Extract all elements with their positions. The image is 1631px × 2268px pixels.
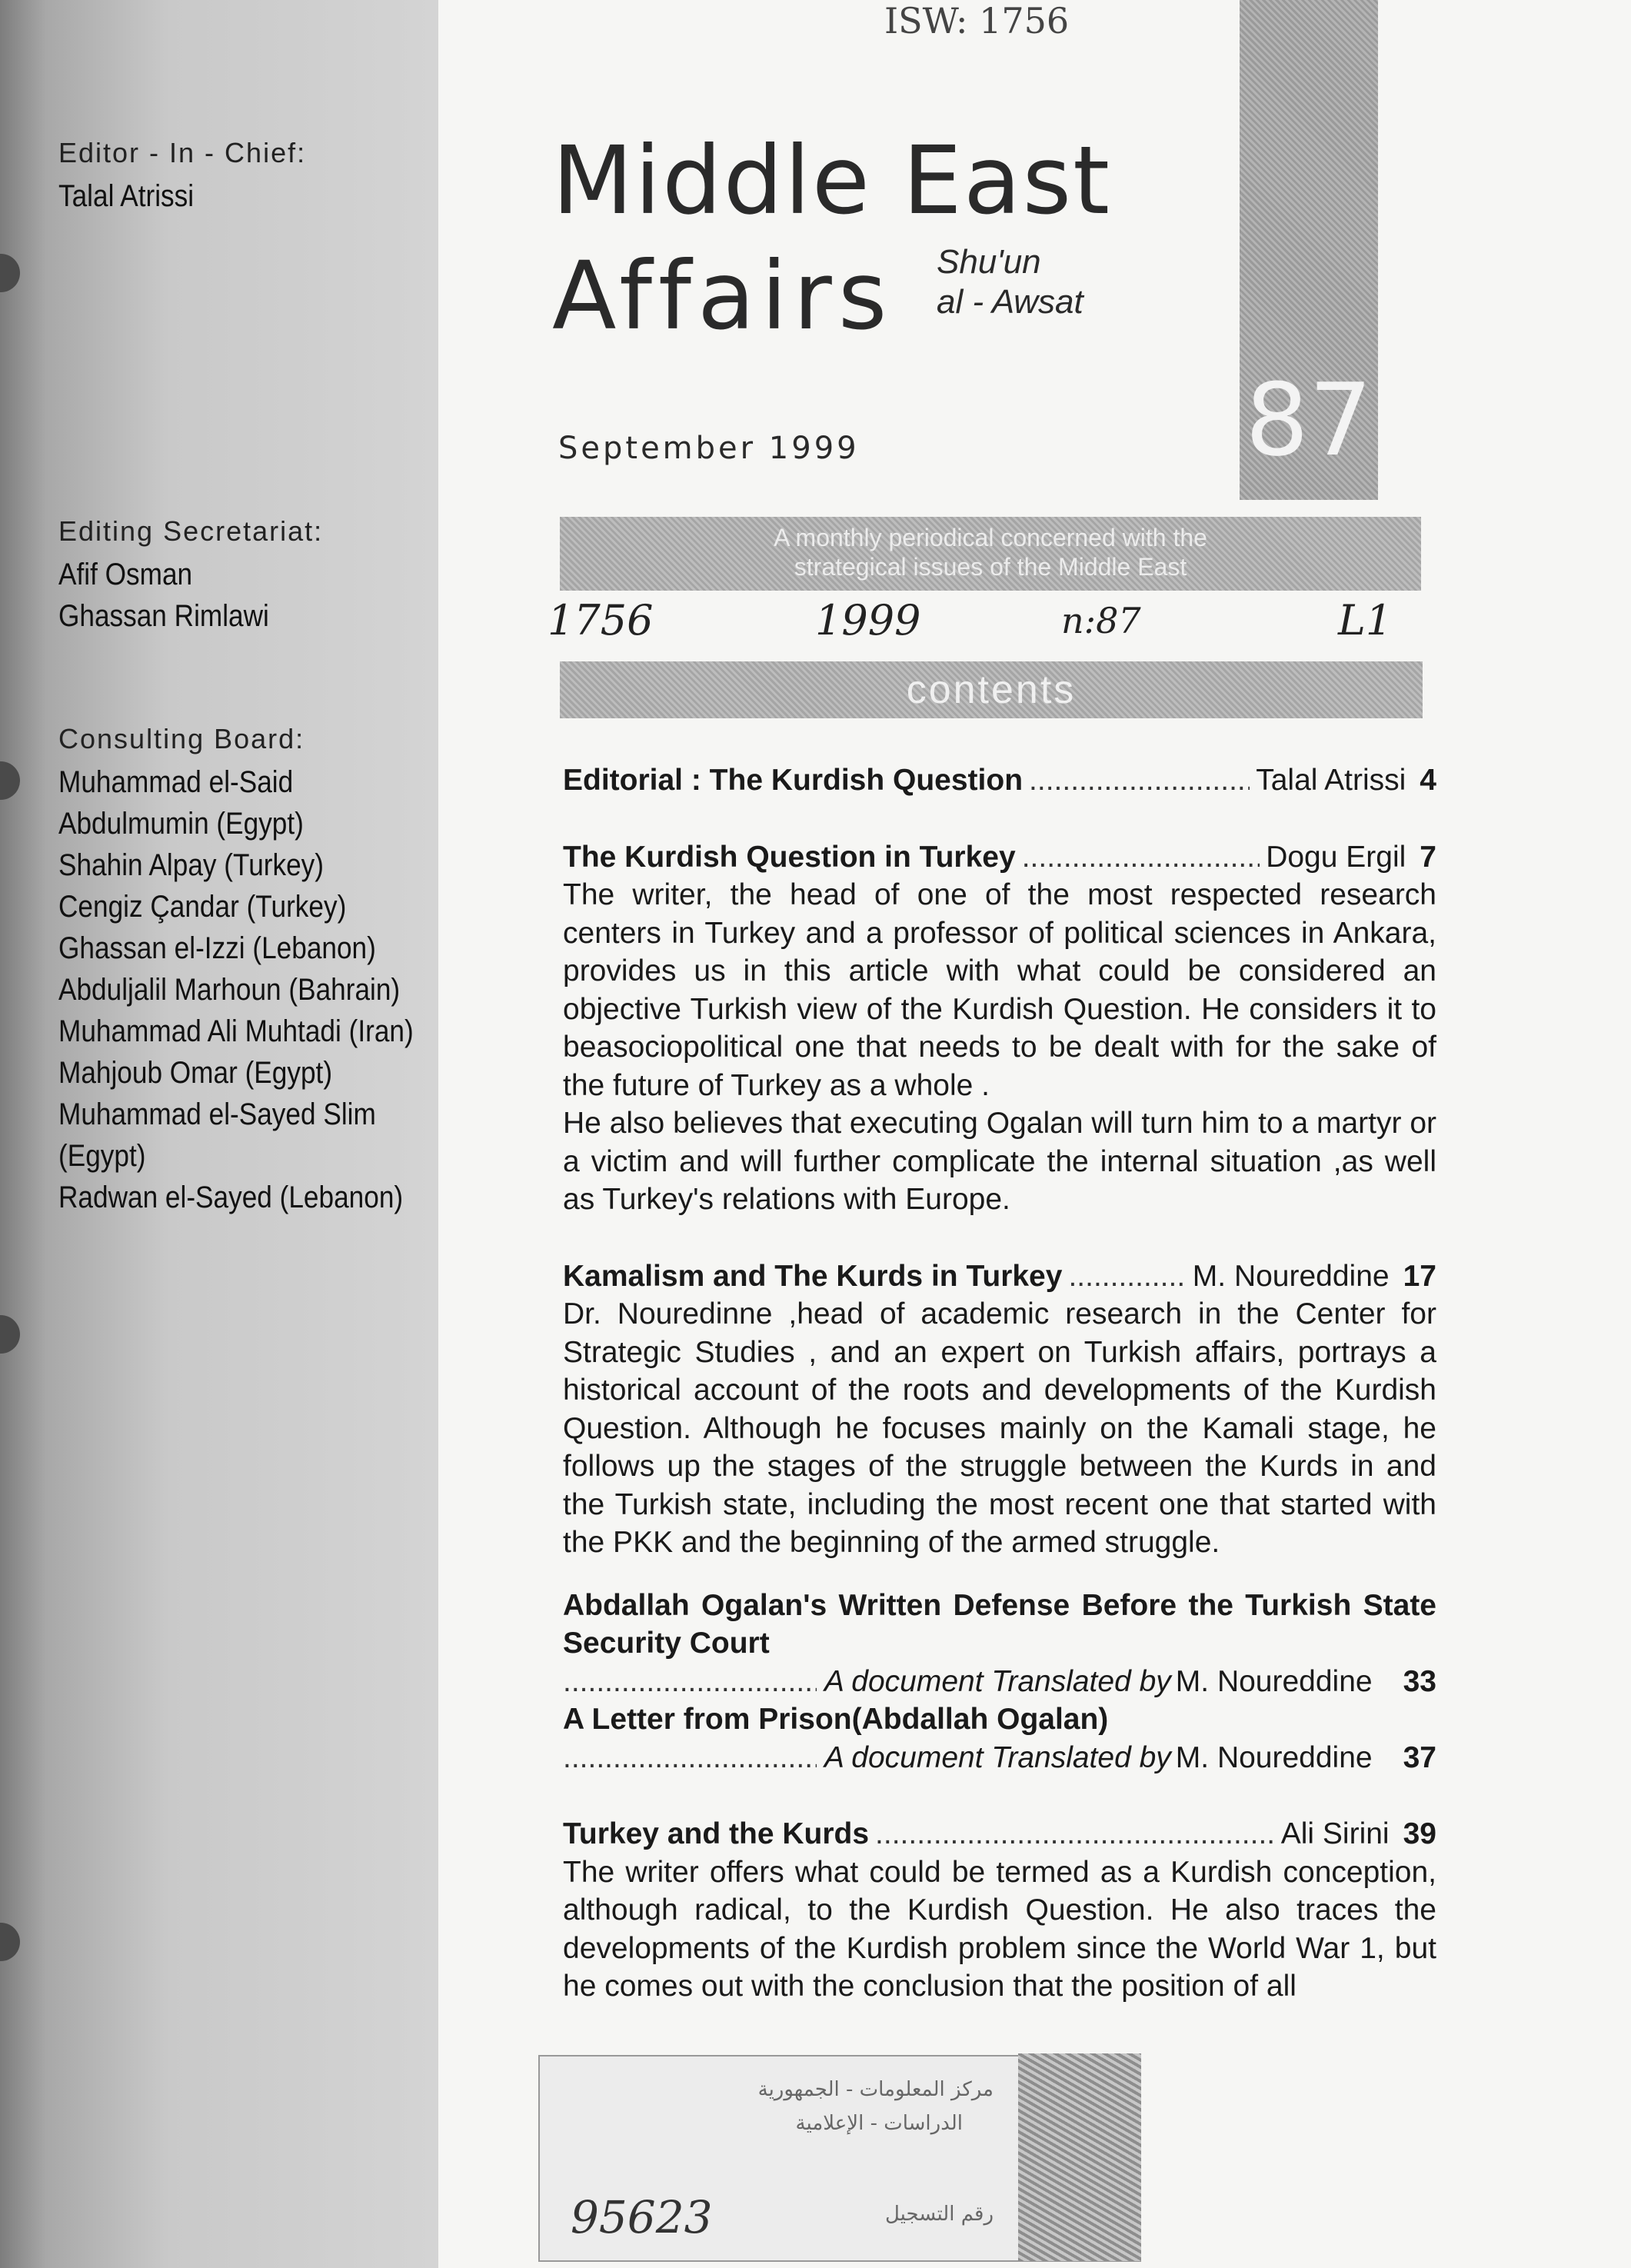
leader-dots: [1068, 1257, 1186, 1296]
board-member: Shahin Alpay (Turkey): [58, 848, 324, 882]
toc-description: The writer, the head of one of the most respected research centers in Turkey and a professor of political sciences in Ankara, provides us in this article with what could be considered an objective Turkish view of the Kurdish Question. He considers it to beasociopolitical one that needs to be dealt with for the sake of the future of Turkey as a whole .: [563, 878, 1436, 1102]
toc-page: 39: [1403, 1817, 1436, 1850]
board-member: Muhammad el-Said: [58, 765, 294, 799]
stamp-text: رقم التسجيل: [884, 2203, 994, 2226]
toc-author: Talal Atrissi: [1256, 764, 1406, 797]
leader-dots: [563, 1739, 817, 1777]
handwritten-top-note: ISW: 1756: [884, 0, 1070, 42]
binding-hole: [0, 761, 20, 800]
handwritten-ref-4: L1: [1338, 596, 1393, 644]
contents-banner: contents: [560, 661, 1423, 718]
toc-description: He also believes that executing Ogalan will turn him to a martyr or a victim and will further complicate the internal situation ,as well as Turkey's relations with Europe.: [563, 1107, 1436, 1216]
leader-dots: [1029, 761, 1250, 800]
toc-title: Turkey and the Kurds: [563, 1817, 870, 1850]
toc-note: A document Translated by: [824, 1740, 1171, 1774]
handwritten-ref-3: n:87: [1061, 600, 1141, 641]
tagline-banner: [560, 517, 1421, 591]
secretariat-name: Afif Osman: [58, 558, 193, 591]
toc-page: 37: [1403, 1740, 1436, 1774]
toc-page: 17: [1403, 1259, 1436, 1293]
toc-title: Editorial : The Kurdish Question: [563, 764, 1024, 797]
library-stamp: [538, 2055, 1141, 2262]
secretariat-block: [58, 515, 323, 637]
board-member: (Egypt): [58, 1139, 146, 1173]
leader-dots: [563, 1663, 817, 1701]
binding-hole: [0, 1315, 20, 1354]
editor-block: [58, 137, 306, 217]
toc-page: 33: [1403, 1664, 1436, 1698]
toc-page: 7: [1420, 840, 1436, 874]
toc-author: M. Noureddine: [1192, 1259, 1390, 1293]
toc-entry-turkey-kurds[interactable]: [563, 1815, 1436, 1853]
subtitle-line2: al - Awsat: [937, 283, 1083, 321]
toc-entry-kamalism[interactable]: [563, 1257, 1436, 1296]
toc-entry-letter-from-prison[interactable]: A Letter from Prison(Abdallah Ogalan): [563, 1703, 1109, 1736]
binding-hole: [0, 1923, 20, 1961]
toc-entry-editorial[interactable]: [563, 761, 1436, 800]
board-member: Ghassan el-Izzi (Lebanon): [58, 931, 376, 965]
journal-subtitle: [937, 242, 1083, 322]
handwritten-ref-1: 1756: [548, 596, 654, 644]
toc-doc-line: [563, 1739, 1436, 1777]
stamp-text: مركز المعلومات - الجمهورية: [757, 2078, 994, 2101]
toc-author: Ali Sirini: [1280, 1817, 1390, 1850]
sidebar: [0, 0, 438, 2268]
board-heading: Consulting Board:: [58, 723, 305, 754]
board-block: [58, 723, 462, 1218]
toc-entry-ogalan-defense[interactable]: Abdallah Ogalan's Written Defense Before the Turkish State Security Court: [563, 1588, 1436, 1660]
subtitle-line1: Shu'un: [937, 243, 1041, 281]
toc-note: A document Translated by: [824, 1664, 1171, 1698]
toc-author: M. Noureddine: [1175, 1664, 1373, 1698]
tagline-line1: A monthly periodical concerned with the: [774, 524, 1207, 551]
toc-author: M. Noureddine: [1175, 1740, 1373, 1774]
journal-title-line1: Middle East: [552, 126, 1112, 235]
editor-name: Talal Atrissi: [58, 179, 195, 213]
tagline-line2: strategical issues of the Middle East: [794, 553, 1187, 581]
handwritten-ref-2: 1999: [815, 596, 921, 644]
stamp-photo: [1018, 2053, 1141, 2261]
board-member: Cengiz Çandar (Turkey): [58, 890, 347, 924]
toc-title: Kamalism and The Kurds in Turkey: [563, 1259, 1063, 1293]
binding-hole: [0, 254, 20, 292]
table-of-contents: [563, 761, 1436, 2006]
journal-title-line2: Affairs: [552, 241, 894, 351]
board-member: Muhammad Ali Muhtadi (Iran): [58, 1014, 414, 1048]
leader-dots: [1022, 838, 1260, 877]
issue-date: September 1999: [558, 431, 860, 466]
issue-number: 87: [1245, 361, 1373, 478]
toc-description: Dr. Nouredinne ,head of academic research in the Center for Strategic Studies , and an expert on Turkish affairs, portrays a historical account of the roots and developments of the Kurdish Question. Although he focuses mainly on the Kamali stage, he follows up the stages of the struggle between the Kurds in and the Turkish state, including the most recent one that started with the PKK and the beginning of the armed struggle.: [563, 1297, 1436, 1559]
secretariat-name: Ghassan Rimlawi: [58, 599, 269, 633]
board-member: Abdulmumin (Egypt): [58, 807, 304, 841]
toc-page: 4: [1420, 764, 1436, 797]
registration-number: 95623: [571, 2191, 713, 2243]
board-member: Radwan el-Sayed (Lebanon): [58, 1181, 404, 1214]
toc-author: Dogu Ergil: [1266, 840, 1406, 874]
board-member: Abduljalil Marhoun (Bahrain): [58, 973, 401, 1007]
toc-entry-kurdish-question[interactable]: [563, 838, 1436, 877]
secretariat-heading: Editing Secretariat:: [58, 515, 324, 547]
editor-heading: Editor - In - Chief:: [58, 137, 307, 168]
toc-title: The Kurdish Question in Turkey: [563, 840, 1016, 874]
toc-description: The writer offers what could be termed as a Kurdish conception, although radical, to the Kurdish Question. He also traces the developments of the Kurdish problem since the World War 1, but he comes out with the conclusion that the position of all: [563, 1855, 1436, 2003]
toc-doc-line: [563, 1663, 1436, 1701]
board-member: Mahjoub Omar (Egypt): [58, 1056, 333, 1090]
stamp-text: الدراسات - الإعلامية: [795, 2112, 963, 2135]
board-member: Muhammad el-Sayed Slim: [58, 1097, 376, 1131]
leader-dots: [875, 1815, 1275, 1853]
